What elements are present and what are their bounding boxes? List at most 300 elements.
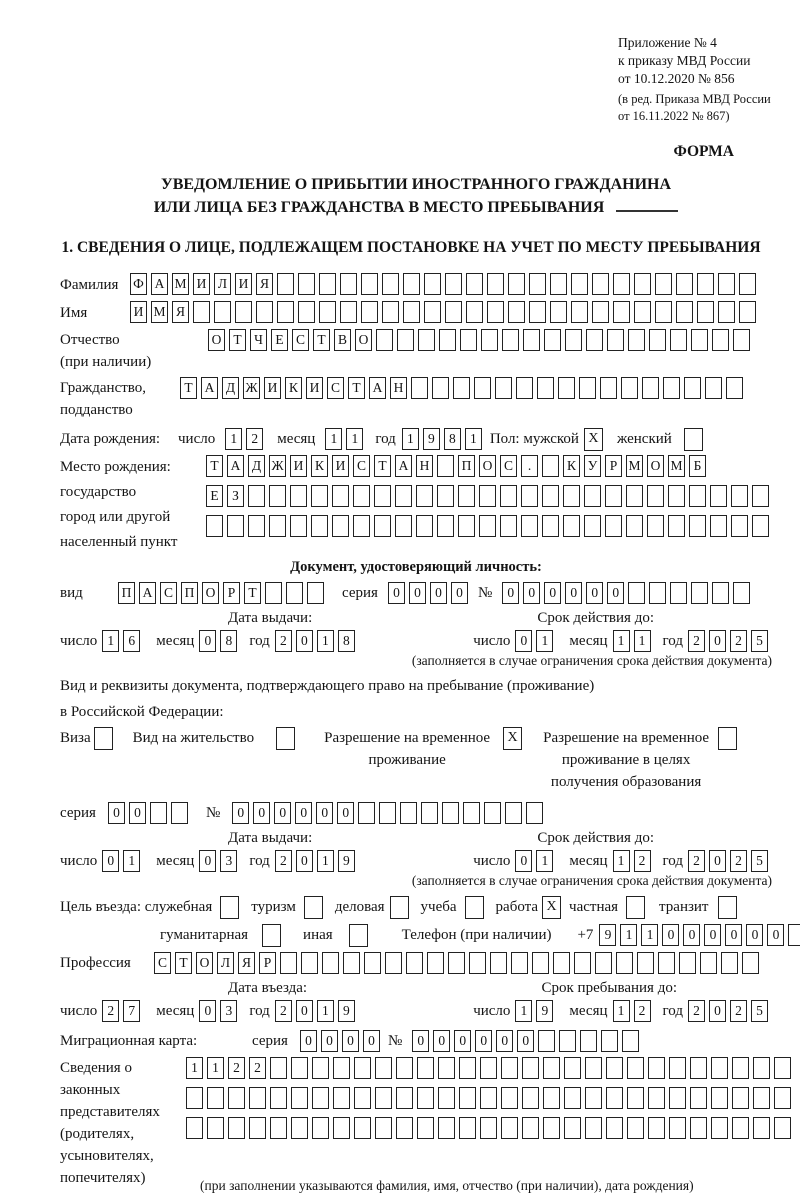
char-cell[interactable] — [500, 485, 517, 507]
char-cell[interactable]: 1 — [465, 428, 482, 450]
char-cell[interactable] — [235, 301, 252, 323]
char-cell[interactable]: Т — [348, 377, 365, 399]
char-cell[interactable]: Д — [222, 377, 239, 399]
char-cell[interactable] — [437, 485, 454, 507]
char-cell[interactable]: Е — [206, 485, 223, 507]
char-cell[interactable] — [731, 515, 748, 537]
char-cell[interactable] — [731, 485, 748, 507]
char-cell[interactable] — [301, 952, 318, 974]
char-cell[interactable] — [584, 485, 601, 507]
char-cell[interactable] — [354, 1087, 371, 1109]
char-cell[interactable] — [214, 301, 231, 323]
char-cell[interactable] — [207, 1087, 224, 1109]
char-cell[interactable]: М — [626, 455, 643, 477]
char-cell[interactable] — [343, 952, 360, 974]
char-cell[interactable] — [417, 1087, 434, 1109]
char-cell[interactable] — [396, 1087, 413, 1109]
char-cell[interactable]: 1 — [186, 1057, 203, 1079]
char-cell[interactable]: 0 — [523, 582, 540, 604]
char-cell[interactable] — [459, 1057, 476, 1079]
char-cell[interactable] — [227, 515, 244, 537]
char-cell[interactable]: 2 — [275, 630, 292, 652]
char-cell[interactable] — [684, 377, 701, 399]
char-cell[interactable]: 0 — [199, 850, 216, 872]
char-cell[interactable] — [501, 1087, 518, 1109]
char-cell[interactable] — [542, 455, 559, 477]
char-cell[interactable]: Т — [244, 582, 261, 604]
char-cell[interactable] — [733, 582, 750, 604]
char-cell[interactable] — [150, 802, 167, 824]
char-cell[interactable] — [592, 301, 609, 323]
char-cell[interactable] — [319, 301, 336, 323]
char-cell[interactable]: 1 — [634, 630, 651, 652]
char-cell[interactable]: Б — [689, 455, 706, 477]
char-cell[interactable] — [417, 1057, 434, 1079]
char-cell[interactable] — [600, 377, 617, 399]
char-cell[interactable] — [697, 301, 714, 323]
char-cell[interactable] — [438, 1057, 455, 1079]
char-cell[interactable]: 8 — [444, 428, 461, 450]
char-cell[interactable] — [361, 273, 378, 295]
char-cell[interactable]: К — [285, 377, 302, 399]
char-cell[interactable] — [712, 582, 729, 604]
char-cell[interactable]: 1 — [317, 630, 334, 652]
char-cell[interactable] — [403, 301, 420, 323]
char-cell[interactable] — [432, 377, 449, 399]
char-cell[interactable] — [400, 802, 417, 824]
char-cell[interactable]: Т — [206, 455, 223, 477]
char-cell[interactable]: 6 — [123, 630, 140, 652]
char-cell[interactable] — [571, 301, 588, 323]
char-cell[interactable] — [616, 952, 633, 974]
char-cell[interactable] — [448, 952, 465, 974]
char-cell[interactable] — [438, 1087, 455, 1109]
char-cell[interactable] — [601, 1030, 618, 1052]
char-cell[interactable] — [508, 273, 525, 295]
char-cell[interactable]: И — [193, 273, 210, 295]
char-cell[interactable] — [411, 377, 428, 399]
char-cell[interactable]: М — [151, 301, 168, 323]
char-cell[interactable]: И — [332, 455, 349, 477]
char-cell[interactable]: И — [235, 273, 252, 295]
char-cell[interactable]: 8 — [338, 630, 355, 652]
char-cell[interactable]: 2 — [730, 630, 747, 652]
char-cell[interactable]: Д — [248, 455, 265, 477]
char-cell[interactable]: 0 — [316, 802, 333, 824]
char-cell[interactable] — [340, 301, 357, 323]
char-cell[interactable] — [291, 1117, 308, 1139]
char-cell[interactable]: 1 — [225, 428, 242, 450]
char-cell[interactable]: Ч — [250, 329, 267, 351]
char-cell[interactable] — [669, 1117, 686, 1139]
char-cell[interactable] — [374, 485, 391, 507]
char-cell[interactable] — [361, 301, 378, 323]
edu-permit-checkbox[interactable] — [718, 727, 737, 750]
char-cell[interactable]: 0 — [342, 1030, 359, 1052]
char-cell[interactable] — [406, 952, 423, 974]
char-cell[interactable]: Т — [180, 377, 197, 399]
char-cell[interactable]: 0 — [709, 1000, 726, 1022]
char-cell[interactable]: И — [290, 455, 307, 477]
char-cell[interactable]: Т — [229, 329, 246, 351]
humanitarian-checkbox[interactable] — [262, 924, 281, 947]
char-cell[interactable] — [479, 485, 496, 507]
char-cell[interactable]: Я — [238, 952, 255, 974]
char-cell[interactable] — [655, 273, 672, 295]
char-cell[interactable] — [679, 952, 696, 974]
char-cell[interactable] — [427, 952, 444, 974]
private-checkbox[interactable] — [626, 896, 645, 919]
char-cell[interactable]: П — [458, 455, 475, 477]
char-cell[interactable]: 0 — [102, 850, 119, 872]
char-cell[interactable]: 0 — [704, 924, 721, 946]
char-cell[interactable]: 1 — [613, 850, 630, 872]
char-cell[interactable] — [469, 952, 486, 974]
char-cell[interactable] — [332, 515, 349, 537]
temp-permit-checkbox[interactable]: X — [503, 727, 522, 750]
char-cell[interactable]: Т — [175, 952, 192, 974]
char-cell[interactable] — [269, 485, 286, 507]
char-cell[interactable] — [700, 952, 717, 974]
char-cell[interactable] — [732, 1057, 749, 1079]
char-cell[interactable] — [312, 1057, 329, 1079]
char-cell[interactable]: 0 — [544, 582, 561, 604]
char-cell[interactable]: 0 — [515, 630, 532, 652]
char-cell[interactable] — [298, 273, 315, 295]
char-cell[interactable]: 0 — [388, 582, 405, 604]
char-cell[interactable] — [186, 1117, 203, 1139]
char-cell[interactable] — [649, 582, 666, 604]
char-cell[interactable]: 0 — [296, 630, 313, 652]
char-cell[interactable]: 1 — [641, 924, 658, 946]
char-cell[interactable]: 0 — [725, 924, 742, 946]
char-cell[interactable]: 9 — [423, 428, 440, 450]
char-cell[interactable] — [553, 952, 570, 974]
char-cell[interactable] — [340, 273, 357, 295]
char-cell[interactable] — [424, 273, 441, 295]
char-cell[interactable]: А — [369, 377, 386, 399]
char-cell[interactable] — [712, 329, 729, 351]
char-cell[interactable]: 0 — [433, 1030, 450, 1052]
char-cell[interactable] — [626, 485, 643, 507]
char-cell[interactable] — [613, 301, 630, 323]
char-cell[interactable]: 9 — [338, 1000, 355, 1022]
char-cell[interactable] — [774, 1057, 791, 1079]
char-cell[interactable] — [605, 515, 622, 537]
char-cell[interactable] — [396, 1057, 413, 1079]
official-checkbox[interactable] — [220, 896, 239, 919]
char-cell[interactable]: Ж — [243, 377, 260, 399]
char-cell[interactable]: Р — [223, 582, 240, 604]
work-checkbox[interactable]: X — [542, 896, 561, 919]
char-cell[interactable]: 9 — [536, 1000, 553, 1022]
char-cell[interactable]: 0 — [409, 582, 426, 604]
char-cell[interactable] — [584, 515, 601, 537]
char-cell[interactable] — [311, 485, 328, 507]
char-cell[interactable] — [579, 377, 596, 399]
char-cell[interactable]: 0 — [199, 1000, 216, 1022]
char-cell[interactable] — [550, 273, 567, 295]
transit-checkbox[interactable] — [718, 896, 737, 919]
char-cell[interactable]: 3 — [220, 1000, 237, 1022]
char-cell[interactable] — [480, 1117, 497, 1139]
char-cell[interactable] — [668, 515, 685, 537]
char-cell[interactable] — [265, 582, 282, 604]
char-cell[interactable] — [753, 1087, 770, 1109]
tourism-checkbox[interactable] — [304, 896, 323, 919]
char-cell[interactable] — [710, 515, 727, 537]
char-cell[interactable] — [705, 377, 722, 399]
char-cell[interactable]: 0 — [129, 802, 146, 824]
char-cell[interactable] — [445, 301, 462, 323]
char-cell[interactable] — [364, 952, 381, 974]
char-cell[interactable]: А — [201, 377, 218, 399]
char-cell[interactable] — [459, 1117, 476, 1139]
char-cell[interactable] — [207, 1117, 224, 1139]
char-cell[interactable] — [481, 329, 498, 351]
char-cell[interactable]: 3 — [220, 850, 237, 872]
char-cell[interactable] — [484, 802, 501, 824]
char-cell[interactable] — [742, 952, 759, 974]
char-cell[interactable]: 0 — [337, 802, 354, 824]
char-cell[interactable]: 2 — [102, 1000, 119, 1022]
char-cell[interactable]: 0 — [565, 582, 582, 604]
char-cell[interactable] — [647, 485, 664, 507]
char-cell[interactable] — [543, 1057, 560, 1079]
char-cell[interactable] — [571, 273, 588, 295]
char-cell[interactable]: М — [668, 455, 685, 477]
char-cell[interactable] — [228, 1087, 245, 1109]
char-cell[interactable]: 2 — [730, 850, 747, 872]
char-cell[interactable] — [607, 329, 624, 351]
char-cell[interactable]: 2 — [228, 1057, 245, 1079]
char-cell[interactable] — [752, 515, 769, 537]
char-cell[interactable]: 0 — [296, 1000, 313, 1022]
char-cell[interactable] — [379, 802, 396, 824]
char-cell[interactable]: И — [306, 377, 323, 399]
char-cell[interactable] — [421, 802, 438, 824]
char-cell[interactable]: 0 — [709, 850, 726, 872]
char-cell[interactable] — [626, 515, 643, 537]
char-cell[interactable] — [711, 1087, 728, 1109]
char-cell[interactable] — [613, 273, 630, 295]
char-cell[interactable]: О — [647, 455, 664, 477]
char-cell[interactable] — [280, 952, 297, 974]
char-cell[interactable]: М — [172, 273, 189, 295]
other-purpose-checkbox[interactable] — [349, 924, 368, 947]
char-cell[interactable]: С — [327, 377, 344, 399]
char-cell[interactable] — [480, 1057, 497, 1079]
business-checkbox[interactable] — [390, 896, 409, 919]
char-cell[interactable] — [307, 582, 324, 604]
char-cell[interactable]: 1 — [325, 428, 342, 450]
char-cell[interactable] — [564, 1057, 581, 1079]
char-cell[interactable]: С — [292, 329, 309, 351]
char-cell[interactable] — [564, 1087, 581, 1109]
char-cell[interactable]: 2 — [730, 1000, 747, 1022]
char-cell[interactable]: 1 — [317, 850, 334, 872]
char-cell[interactable] — [628, 329, 645, 351]
female-checkbox[interactable] — [684, 428, 703, 451]
char-cell[interactable] — [627, 1087, 644, 1109]
char-cell[interactable] — [648, 1057, 665, 1079]
char-cell[interactable]: 5 — [751, 850, 768, 872]
char-cell[interactable] — [508, 301, 525, 323]
char-cell[interactable] — [691, 582, 708, 604]
char-cell[interactable] — [516, 377, 533, 399]
char-cell[interactable] — [333, 1087, 350, 1109]
char-cell[interactable] — [739, 273, 756, 295]
char-cell[interactable] — [655, 301, 672, 323]
char-cell[interactable] — [718, 301, 735, 323]
char-cell[interactable] — [663, 377, 680, 399]
char-cell[interactable] — [511, 952, 528, 974]
char-cell[interactable] — [634, 273, 651, 295]
char-cell[interactable] — [543, 1117, 560, 1139]
char-cell[interactable] — [565, 329, 582, 351]
char-cell[interactable]: 0 — [451, 582, 468, 604]
char-cell[interactable]: Я — [256, 273, 273, 295]
char-cell[interactable]: 1 — [620, 924, 637, 946]
residence-permit-checkbox[interactable] — [276, 727, 295, 750]
char-cell[interactable] — [689, 515, 706, 537]
char-cell[interactable] — [544, 329, 561, 351]
char-cell[interactable]: 5 — [751, 1000, 768, 1022]
char-cell[interactable] — [753, 1057, 770, 1079]
char-cell[interactable]: 0 — [253, 802, 270, 824]
char-cell[interactable] — [193, 301, 210, 323]
char-cell[interactable] — [487, 273, 504, 295]
char-cell[interactable]: Я — [172, 301, 189, 323]
char-cell[interactable] — [690, 1057, 707, 1079]
char-cell[interactable] — [186, 1087, 203, 1109]
char-cell[interactable] — [501, 1117, 518, 1139]
char-cell[interactable]: 1 — [123, 850, 140, 872]
char-cell[interactable]: . — [521, 455, 538, 477]
char-cell[interactable] — [490, 952, 507, 974]
char-cell[interactable] — [718, 273, 735, 295]
char-cell[interactable] — [726, 377, 743, 399]
char-cell[interactable] — [453, 377, 470, 399]
char-cell[interactable]: З — [227, 485, 244, 507]
char-cell[interactable]: 0 — [199, 630, 216, 652]
char-cell[interactable]: А — [395, 455, 412, 477]
char-cell[interactable]: 0 — [683, 924, 700, 946]
char-cell[interactable] — [291, 1087, 308, 1109]
char-cell[interactable] — [466, 301, 483, 323]
char-cell[interactable] — [270, 1087, 287, 1109]
char-cell[interactable] — [648, 1087, 665, 1109]
char-cell[interactable] — [277, 273, 294, 295]
char-cell[interactable]: 0 — [430, 582, 447, 604]
char-cell[interactable] — [333, 1117, 350, 1139]
char-cell[interactable]: Л — [214, 273, 231, 295]
char-cell[interactable] — [396, 1117, 413, 1139]
char-cell[interactable] — [458, 515, 475, 537]
char-cell[interactable] — [382, 301, 399, 323]
char-cell[interactable] — [249, 1117, 266, 1139]
char-cell[interactable]: Т — [313, 329, 330, 351]
char-cell[interactable] — [416, 485, 433, 507]
char-cell[interactable]: О — [202, 582, 219, 604]
char-cell[interactable] — [642, 377, 659, 399]
char-cell[interactable] — [526, 802, 543, 824]
char-cell[interactable] — [418, 329, 435, 351]
char-cell[interactable] — [333, 1057, 350, 1079]
char-cell[interactable]: С — [154, 952, 171, 974]
char-cell[interactable] — [376, 329, 393, 351]
char-cell[interactable]: В — [334, 329, 351, 351]
char-cell[interactable] — [690, 1117, 707, 1139]
char-cell[interactable] — [312, 1117, 329, 1139]
char-cell[interactable]: С — [500, 455, 517, 477]
char-cell[interactable] — [479, 515, 496, 537]
char-cell[interactable] — [521, 515, 538, 537]
char-cell[interactable]: 2 — [634, 1000, 651, 1022]
char-cell[interactable] — [403, 273, 420, 295]
char-cell[interactable] — [495, 377, 512, 399]
char-cell[interactable]: 1 — [536, 850, 553, 872]
char-cell[interactable] — [270, 1057, 287, 1079]
char-cell[interactable] — [269, 515, 286, 537]
char-cell[interactable] — [501, 1057, 518, 1079]
char-cell[interactable] — [375, 1117, 392, 1139]
char-cell[interactable] — [543, 1087, 560, 1109]
char-cell[interactable] — [529, 301, 546, 323]
char-cell[interactable]: Ж — [269, 455, 286, 477]
char-cell[interactable] — [228, 1117, 245, 1139]
char-cell[interactable]: И — [130, 301, 147, 323]
char-cell[interactable]: 2 — [275, 1000, 292, 1022]
char-cell[interactable] — [382, 273, 399, 295]
char-cell[interactable] — [538, 1030, 555, 1052]
char-cell[interactable]: П — [118, 582, 135, 604]
char-cell[interactable] — [774, 1117, 791, 1139]
char-cell[interactable] — [732, 1087, 749, 1109]
char-cell[interactable] — [606, 1117, 623, 1139]
char-cell[interactable] — [585, 1087, 602, 1109]
char-cell[interactable]: А — [151, 273, 168, 295]
char-cell[interactable]: 0 — [296, 850, 313, 872]
char-cell[interactable] — [550, 301, 567, 323]
char-cell[interactable] — [385, 952, 402, 974]
char-cell[interactable] — [459, 1087, 476, 1109]
char-cell[interactable] — [605, 485, 622, 507]
char-cell[interactable] — [627, 1117, 644, 1139]
char-cell[interactable]: 0 — [232, 802, 249, 824]
char-cell[interactable]: У — [584, 455, 601, 477]
char-cell[interactable]: Р — [605, 455, 622, 477]
char-cell[interactable] — [634, 301, 651, 323]
char-cell[interactable] — [353, 485, 370, 507]
char-cell[interactable]: 0 — [662, 924, 679, 946]
char-cell[interactable] — [395, 515, 412, 537]
char-cell[interactable] — [580, 1030, 597, 1052]
char-cell[interactable]: 1 — [346, 428, 363, 450]
char-cell[interactable] — [375, 1057, 392, 1079]
char-cell[interactable] — [298, 301, 315, 323]
study-checkbox[interactable] — [465, 896, 484, 919]
char-cell[interactable] — [505, 802, 522, 824]
char-cell[interactable]: С — [160, 582, 177, 604]
char-cell[interactable] — [424, 301, 441, 323]
char-cell[interactable]: 0 — [412, 1030, 429, 1052]
char-cell[interactable] — [270, 1117, 287, 1139]
char-cell[interactable]: 1 — [317, 1000, 334, 1022]
char-cell[interactable] — [622, 1030, 639, 1052]
char-cell[interactable]: 0 — [502, 582, 519, 604]
char-cell[interactable]: 0 — [300, 1030, 317, 1052]
